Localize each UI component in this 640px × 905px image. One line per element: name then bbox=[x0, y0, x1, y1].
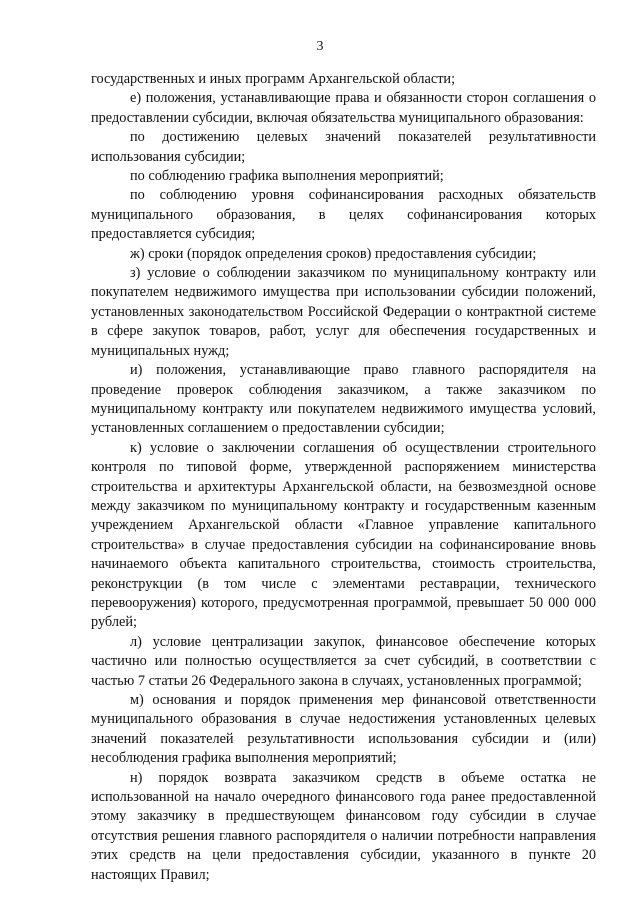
paragraph-item-zh: ж) сроки (порядок определения сроков) предоставления субсидии; bbox=[130, 245, 537, 262]
paragraph-item-m: м) основания и порядок применения мер финансовой ответственности муниципального образования в случае недостижения установленных целевых значений показателей результативности использования субсидии и (или) несоблюдения графика выполнения мероприятий; bbox=[91, 692, 596, 767]
document-body bbox=[91, 70, 596, 885]
paragraph-continuation: государственных и иных программ Архангельской области; bbox=[91, 71, 456, 87]
paragraph-subitem-targets: по достижению целевых значений показателей результативности использования субсидии; bbox=[91, 129, 596, 165]
paragraph-item-n: н) порядок возврата заказчиком средств в объеме остатка не использованной на начало очередного финансового года ранее предоставленной этому заказчику в предшествующем финансовом году субсидии в случае отсутствия решения главного распорядителя о наличии потребности направления этих средств на цели предоставления субсидии, указанного в пункте 20 настоящих Правил; bbox=[91, 769, 596, 883]
paragraph-item-i: и) положения, устанавливающие право главного распорядителя на проведение проверок соблюдения заказчиком, а также заказчиком по муниципальному контракту или покупателем недвижимого имущества условий, установленных соглашением о предоставлении субсидии; bbox=[91, 362, 596, 437]
paragraph-item-l: л) условие централизации закупок, финансовое обеспечение которых частично или полностью осуществляется за счет субсидий, в соответствии с частью 7 статьи 26 Федерального закона в случаях, установленных программой; bbox=[91, 633, 596, 689]
page-number: 3 bbox=[316, 39, 324, 54]
paragraph-subitem-cofinancing: по соблюдению уровня софинансирования расходных обязательств муниципального образования, в целях софинансирования которых предоставляется субсидия; bbox=[91, 187, 596, 243]
paragraph-item-z: з) условие о соблюдении заказчиком по муниципальному контракту или покупателем недвижимого имущества при использовании субсидии положений, установленных законодательством Российской Федерации о контрактной системе в сфере закупок товаров, работ, услуг для обеспечения государственных и муниципальных нужд; bbox=[91, 265, 596, 359]
paragraph-item-k: к) условие о заключении соглашения об осуществлении строительного контроля по типовой форме, утвержденной распоряжением министерства строительства и архитектуры Архангельской области, на безвозмездной основе между заказчиком по муниципальному контракту и государственным казенным учреждением Архангельской области «Главное управление капитального строительства» в случае предоставления субсидии на софинансирование вновь начинаемого объекта капитального строительства, стоимость строительства, реконструкции (в том числе с элементами реставрации, технического перевооружения) которого, предусмотренная программой, превышает 50 000 000 рублей; bbox=[91, 439, 596, 631]
paragraph-subitem-schedule: по соблюдению графика выполнения мероприятий; bbox=[130, 168, 444, 185]
paragraph-item-e: е) положения, устанавливающие права и обязанности сторон соглашения о предоставлении субсидии, включая обязательства муниципального образования: bbox=[91, 90, 596, 126]
